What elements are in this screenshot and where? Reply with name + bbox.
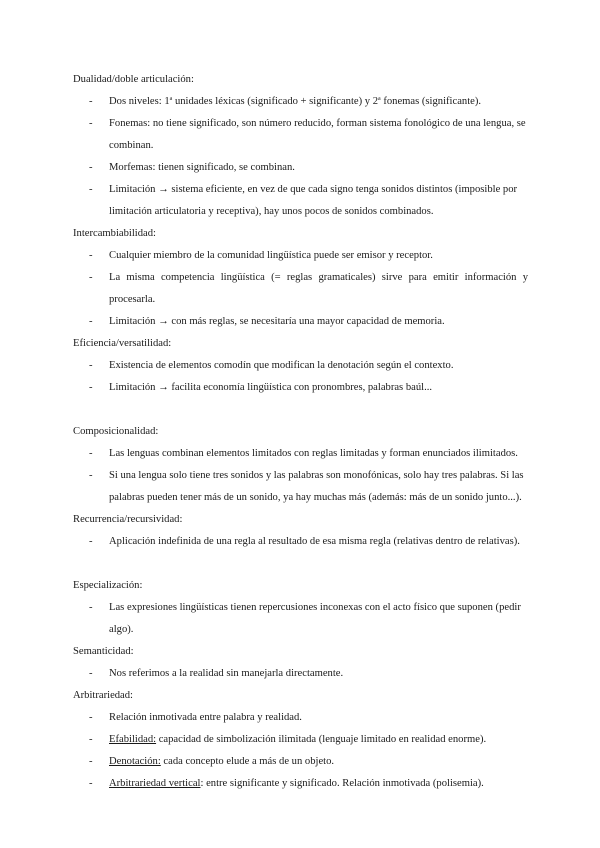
item-text: Dos niveles: 1 xyxy=(109,96,170,107)
superscript: a xyxy=(169,96,173,102)
item-text: Cualquier miembro de la comunidad lingüística puede ser emisor y receptor. xyxy=(109,250,433,261)
list-item xyxy=(73,729,528,751)
item-text: Aplicación indefinida de una regla al resultado de esa misma regla (relativas dentro de relativas). xyxy=(109,536,520,547)
list-item xyxy=(73,245,528,267)
item-text-line: algo). xyxy=(109,624,134,635)
item-text: capacidad de simbolización ilimitada (lenguaje limitado en realidad enorme). xyxy=(156,734,487,745)
document-body xyxy=(73,69,528,795)
item-text: Limitación → facilita economía lingüística con pronombres, palabras baúl... xyxy=(109,382,433,393)
underlined-term: Denotación: xyxy=(109,756,161,767)
list-item xyxy=(73,113,528,157)
item-text: Morfemas: tienen significado, se combinan. xyxy=(109,162,295,173)
list-item xyxy=(73,773,528,795)
item-text: cada concepto elude a más de un objeto. xyxy=(160,756,335,767)
blank-line xyxy=(73,399,528,421)
item-text: fonemas (significante). xyxy=(380,96,482,107)
list-item xyxy=(73,267,528,311)
section-heading-composicionalidad: Composicionalidad: xyxy=(73,426,159,437)
section-heading-dualidad: Dualidad/doble articulación: xyxy=(73,74,194,85)
superscript: a xyxy=(378,96,381,102)
section-heading-especializacion: Especialización: xyxy=(73,580,143,591)
list-item xyxy=(73,311,528,333)
item-text: Nos referimos a la realidad sin manejarla directamente. xyxy=(109,668,344,679)
list-item xyxy=(73,157,528,179)
item-text: unidades léxicas (significado + significante) y 2 xyxy=(172,96,379,107)
list-item xyxy=(73,179,528,223)
list-item xyxy=(73,663,528,685)
item-text: Las lenguas combinan elementos limitados con reglas limitadas y forman enunciados ilimitados. xyxy=(109,448,518,459)
item-text-line: limitación articulatoria y receptiva), hay unos pocos de sonidos combinados. xyxy=(109,206,434,217)
item-text-line: - Si una lengua solo tiene tres sonidos y las palabras son monofónicas, solo hay tres palabras. Si las xyxy=(109,470,524,481)
list-item xyxy=(73,531,528,553)
item-text-line: - Fonemas: no tiene significado, son número reducido, forman sistema fonológico de una lengua, se xyxy=(109,118,526,129)
underlined-term: Efabilidad: xyxy=(109,734,157,745)
blank-line xyxy=(73,553,528,575)
item-text-line: - Limitación → sistema eficiente, en vez de que cada signo tenga sonidos distintos (imposible por xyxy=(109,184,518,195)
section-heading-intercambiabilidad: Intercambiabilidad: xyxy=(73,228,156,239)
item-text-line: palabras pueden tener más de un sonido, ya hay muchas más (además: más de un sonido junto...). xyxy=(109,492,522,503)
section-heading-semanticidad: Semanticidad: xyxy=(73,646,134,657)
list-item xyxy=(73,597,528,641)
list-item xyxy=(73,443,528,465)
item-text: Relación inmotivada entre palabra y realidad. xyxy=(109,712,302,723)
list-item xyxy=(73,91,528,113)
list-item xyxy=(73,465,528,509)
section-heading-arbitrariedad: Arbitrariedad: xyxy=(73,690,134,701)
item-text: Limitación → con más reglas, se necesitaría una mayor capacidad de memoria. xyxy=(109,316,445,327)
item-text: Existencia de elementos comodín que modifican la denotación según el contexto. xyxy=(109,360,454,371)
section-heading-recurrencia: Recurrencia/recursividad: xyxy=(73,514,183,525)
list-item xyxy=(73,707,528,729)
item-text: : entre significante y significado. Relación inmotivada (polisemia). xyxy=(200,778,484,789)
list-item xyxy=(73,751,528,773)
list-item xyxy=(73,355,528,377)
item-text-line: - Las expresiones lingüísticas tienen repercusiones inconexas con el acto físico que suponen (pedir xyxy=(109,602,521,613)
item-text-line: combinan. xyxy=(109,140,154,151)
item-text: La misma competencia lingüística (= reglas gramaticales) sirve para emitir información y procesarla. xyxy=(109,272,528,305)
list-item xyxy=(73,377,528,399)
section-heading-eficiencia: Eficiencia/versatilidad: xyxy=(73,338,172,349)
underlined-term: Arbitrariedad vertical xyxy=(109,778,201,789)
